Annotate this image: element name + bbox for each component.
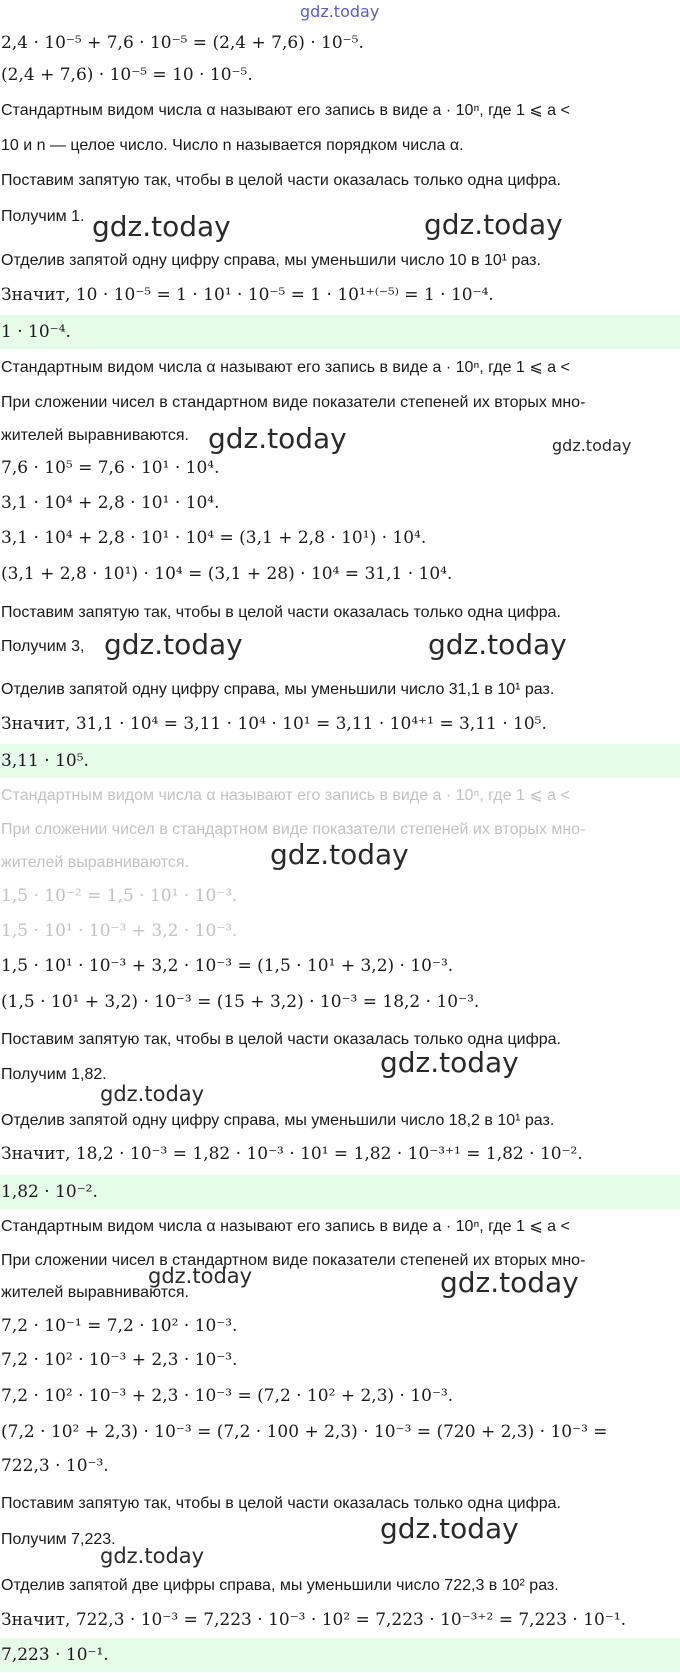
result-text: Получим 7,223. (1, 1531, 116, 1548)
watermark: gdz.today (552, 436, 632, 455)
watermark: gdz.today (92, 210, 231, 243)
explanation-text: Отделив запятой две цифры справа, мы уменьшили число 722,3 в 10² раз. (1, 1577, 559, 1594)
definition-text: Стандартным видом числа α называют его запись в виде a · 10ⁿ, где 1 ⩽ a < (1, 787, 570, 804)
equation-line: (1,5 · 10¹ + 3,2) · 10⁻³ = (15 + 3,2) · 10⁻³ = 18,2 · 10⁻³. (1, 992, 480, 1012)
watermark: gdz.today (100, 1082, 205, 1106)
equation-line: (3,1 + 2,8 · 10¹) · 10⁴ = (3,1 + 28) · 10⁴ = 31,1 · 10⁴. (1, 564, 453, 584)
answer-box: 7,223 · 10⁻¹. (0, 1638, 680, 1672)
equation-line: 2,4 · 10⁻⁵ + 7,6 · 10⁻⁵ = (2,4 + 7,6) · 10⁻⁵. (1, 33, 364, 53)
equation-line: 7,6 · 10⁵ = 7,6 · 10¹ · 10⁴. (1, 458, 220, 478)
watermark: gdz.today (148, 1264, 253, 1288)
explanation-text: Отделив запятой одну цифру справа, мы уменьшили число 31,1 в 10¹ раз. (1, 681, 555, 698)
watermark: gdz.today (208, 422, 347, 455)
equation-line: (7,2 · 10² + 2,3) · 10⁻³ = (7,2 · 100 + 2,3) · 10⁻³ = (720 + 2,3) · 10⁻³ = (1, 1422, 608, 1442)
equation-line: 722,3 · 10⁻³. (1, 1456, 109, 1476)
equation-line: 7,2 · 10² · 10⁻³ + 2,3 · 10⁻³. (1, 1350, 238, 1370)
explanation-text: При сложении чисел в стандартном виде показатели степеней их вторых мно- (1, 1252, 586, 1269)
answer-box: 1,82 · 10⁻². (0, 1175, 680, 1209)
equation-line: Значит, 722,3 · 10⁻³ = 7,223 · 10⁻³ · 10² = 7,223 · 10⁻³⁺² = 7,223 · 10⁻¹. (1, 1610, 627, 1630)
equation-line: 7,2 · 10² · 10⁻³ + 2,3 · 10⁻³ = (7,2 · 10² + 2,3) · 10⁻³. (1, 1386, 454, 1406)
answer-box: 3,11 · 10⁵. (0, 744, 680, 778)
definition-text: 10 и n — целое число. Число n называется порядком числа α. (1, 137, 464, 154)
answer-box: 1 · 10⁻⁴. (0, 315, 680, 349)
equation-line: 7,2 · 10⁻¹ = 7,2 · 10² · 10⁻³. (1, 1316, 238, 1336)
instruction-text: Поставим запятую так, чтобы в целой части оказалась только одна цифра. (1, 1495, 561, 1512)
explanation-text: жителей выравниваются. (1, 1284, 189, 1301)
explanation-text: Отделив запятой одну цифру справа, мы уменьшили число 10 в 10¹ раз. (1, 252, 541, 269)
result-text: Получим 1. (1, 208, 85, 225)
equation-line: (2,4 + 7,6) · 10⁻⁵ = 10 · 10⁻⁵. (1, 65, 253, 85)
explanation-text: При сложении чисел в стандартном виде показатели степеней их вторых мно- (1, 821, 586, 838)
watermark: gdz.today (380, 1512, 519, 1545)
watermark-top: gdz.today (300, 2, 380, 21)
equation-line: Значит, 31,1 · 10⁴ = 3,11 · 10⁴ · 10¹ = 3,11 · 10⁴⁺¹ = 3,11 · 10⁵. (1, 714, 547, 734)
explanation-text: жителей выравниваются. (1, 427, 189, 444)
equation-line: 1,5 · 10⁻² = 1,5 · 10¹ · 10⁻³. (1, 886, 238, 906)
watermark: gdz.today (100, 1544, 205, 1568)
result-text: Получим 1,82. (1, 1066, 107, 1083)
equation-line: Значит, 10 · 10⁻⁵ = 1 · 10¹ · 10⁻⁵ = 1 · 10¹⁺⁽⁻⁵⁾ = 1 · 10⁻⁴. (1, 285, 494, 305)
equation-line: 1,5 · 10¹ · 10⁻³ + 3,2 · 10⁻³ = (1,5 · 10¹ + 3,2) · 10⁻³. (1, 956, 454, 976)
instruction-text: Поставим запятую так, чтобы в целой части оказалась только одна цифра. (1, 604, 561, 621)
result-text: Получим 3, (1, 638, 85, 655)
instruction-text: Поставим запятую так, чтобы в целой части оказалась только одна цифра. (1, 1031, 561, 1048)
watermark: gdz.today (440, 1266, 579, 1299)
explanation-text: При сложении чисел в стандартном виде показатели степеней их вторых мно- (1, 394, 586, 411)
equation-line: 3,1 · 10⁴ + 2,8 · 10¹ · 10⁴. (1, 493, 220, 513)
equation-line: 1,5 · 10¹ · 10⁻³ + 3,2 · 10⁻³. (1, 921, 238, 941)
watermark: gdz.today (270, 838, 409, 871)
watermark: gdz.today (424, 208, 563, 241)
watermark: gdz.today (428, 628, 567, 661)
watermark: gdz.today (380, 1046, 519, 1079)
watermark: gdz.today (104, 628, 243, 661)
explanation-text: Отделив запятой одну цифру справа, мы уменьшили число 18,2 в 10¹ раз. (1, 1112, 555, 1129)
instruction-text: Поставим запятую так, чтобы в целой части оказалась только одна цифра. (1, 172, 561, 189)
equation-line: Значит, 18,2 · 10⁻³ = 1,82 · 10⁻³ · 10¹ = 1,82 · 10⁻³⁺¹ = 1,82 · 10⁻². (1, 1144, 583, 1164)
equation-line: 3,1 · 10⁴ + 2,8 · 10¹ · 10⁴ = (3,1 + 2,8 · 10¹) · 10⁴. (1, 528, 427, 548)
definition-text: Стандартным видом числа α называют его запись в виде a · 10ⁿ, где 1 ⩽ a < (1, 102, 570, 119)
definition-text: Стандартным видом числа α называют его запись в виде a · 10ⁿ, где 1 ⩽ a < (1, 1218, 570, 1235)
definition-text: Стандартным видом числа α называют его запись в виде a · 10ⁿ, где 1 ⩽ a < (1, 359, 570, 376)
explanation-text: жителей выравниваются. (1, 854, 189, 871)
